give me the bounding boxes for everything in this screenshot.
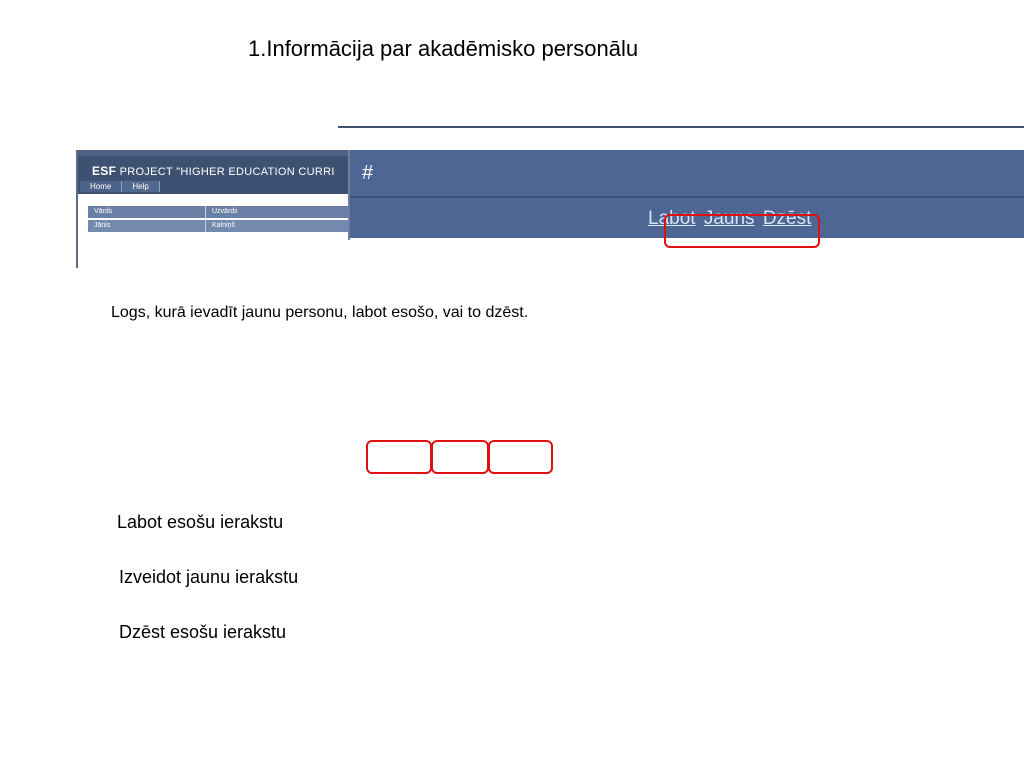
links-highlight-box	[664, 214, 820, 248]
app-nav	[80, 181, 160, 192]
table-header-row	[88, 206, 352, 218]
cell-first-name: Jānis	[88, 220, 206, 232]
slide-title: 1.Informācija par akadēmisko personālu	[248, 36, 639, 61]
legend-new: Izveidot jaunu ierakstu	[119, 567, 299, 587]
column-header-last-name: Uzvārds	[212, 208, 238, 215]
delete-marker-box	[488, 440, 553, 474]
cell-last-name: Kalniņš	[212, 222, 235, 229]
legend-edit: Labot esošu ierakstu	[117, 512, 284, 532]
app-title-part: PROJECT "H	[116, 166, 189, 178]
nav-help[interactable]: Help	[122, 181, 159, 192]
edit-marker-box	[366, 440, 432, 474]
app-title-bold: ESF	[92, 164, 117, 178]
app-title-tail: IGHER EDUCATION CURRI	[188, 166, 335, 178]
app-header-strip	[78, 150, 352, 156]
panel-header-row	[350, 150, 1024, 198]
edit-link[interactable]: Labot	[648, 208, 696, 229]
table-row[interactable]	[88, 220, 352, 232]
column-header-hash: #	[362, 162, 374, 184]
legend-delete: Dzēst esošu ierakstu	[119, 622, 287, 642]
new-marker-box	[431, 440, 489, 474]
new-link[interactable]: Jauns	[703, 208, 755, 229]
app-title	[92, 164, 335, 178]
nav-home[interactable]: Home	[80, 181, 122, 192]
delete-link[interactable]: Dzēst	[762, 208, 812, 229]
panel-top-border	[338, 126, 1024, 128]
slide-caption: Logs, kurā ievadīt jaunu personu, labot esošo, vai to dzēst.	[111, 304, 529, 321]
column-header-first-name: Vārds	[88, 206, 206, 218]
app-header	[78, 150, 352, 194]
persons-table	[88, 206, 352, 234]
app-screenshot-thumbnail	[76, 150, 352, 268]
